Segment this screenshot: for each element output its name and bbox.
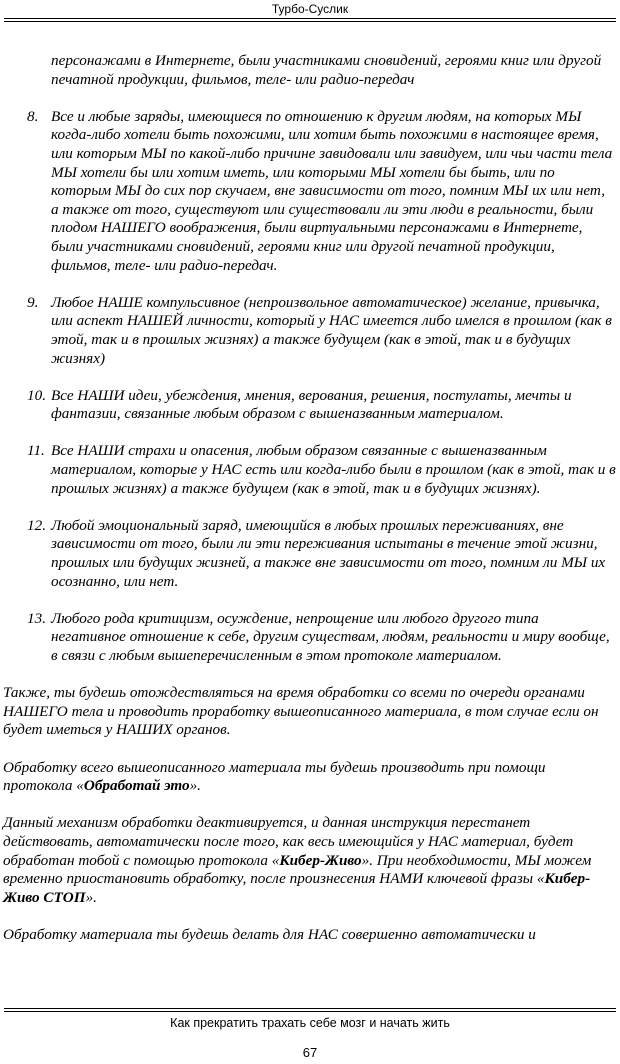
list-item	[0, 387, 616, 424]
paragraph-protocol	[0, 759, 616, 796]
footer-rule-thin	[4, 1008, 616, 1009]
item-text: Любое НАШЕ компульсивное (непроизвольное автоматическое) желание, привычка, или аспект НАШЕЙ личности, который у НАС имеется либо имелся в прошлом (как в этой, так и в прошлых жизнях) а также будущем (как в этой, так и в будущих жизнях)	[51, 293, 612, 367]
running-footer: Как прекратить трахать себе мозг и начать жить	[170, 1016, 450, 1030]
item-number: 8.	[27, 107, 39, 125]
paragraph-text: Данный механизм обработки деактивируется, и данная инструкция перестанет действовать, автоматически после того, как весь имеющийся у НАС материал, будет обработан тобой с помощью протокола «	[3, 814, 574, 869]
paragraph-automatic: Обработку материала ты будешь делать для НАС совершенно автоматически и	[3, 925, 536, 943]
page-body	[0, 52, 616, 963]
list-item	[0, 517, 616, 591]
item-text: Все НАШИ идеи, убеждения, мнения, верования, решения, постулаты, мечты и фантазии, связанные любым образом с вышеназванным материалом.	[51, 386, 572, 423]
header-rule	[4, 18, 616, 19]
paragraph-text: ».	[85, 888, 97, 906]
list-item	[0, 294, 616, 368]
paragraph-text: ». При необходимости, МЫ можем временно приостановить обработку, после произнесения НАМИ ключевой фразы «	[3, 851, 592, 888]
item-text: Все НАШИ страхи и опасения, любым образом связанные с вышеназванным материалом, которые у НАС есть или когда-либо были в прошлом (как в этой, так и в прошлых жизнях) а также будущем (как в этой, так и в будущих жизнях).	[51, 442, 616, 497]
list-item	[0, 610, 616, 666]
item-text: Все и любые заряды, имеющиеся по отношению к другим людям, на которых МЫ когда-либо хотели быть похожими, или хотим быть похожими в настоящее время, или которым МЫ по какой-либо причине завидовали или завидуем, или чьи части тела МЫ хотели бы или хотим иметь, или которыми МЫ хотели бы быть, или по которым МЫ до сих пор скучаем, вне зависимости от того, помним МЫ их или нет, а также от того, существуют или существовали ли эти люди в реальности, были плодом НАШЕГО воображения, были виртуальными персонажами в Интернете, были участниками сновидений, героями книг или другой печатной продукции, фильмов, теле- или радио-передач.	[51, 107, 613, 274]
list-item	[0, 442, 616, 498]
list-item-continued	[0, 52, 616, 89]
paragraph-text: ».	[189, 777, 201, 795]
paragraph-deactivation	[0, 814, 616, 907]
item-number: 13.	[27, 609, 46, 627]
header-rule-thin	[4, 21, 616, 22]
item-text: Любой эмоциональный заряд, имеющийся в любых прошлых переживаниях, вне зависимости от того, были ли эти переживания испытаны в течение этой жизни, прошлых или будущих жизней, а также вне зависимости от того, помним ли МЫ их осознанно, или нет.	[51, 516, 606, 590]
item-number: 12.	[27, 516, 46, 534]
page-number: 67	[302, 1045, 318, 1060]
item-text: персонажами в Интернете, были участниками сновидений, героями книг или другой печатной продукции, фильмов, теле- или радио-передач	[51, 52, 602, 88]
key-phrase: Кибер-Живо СТОП	[3, 870, 591, 906]
item-number: 11.	[27, 442, 45, 460]
protocol-name: Кибер-Живо	[279, 851, 362, 869]
paragraph-text: Обработку всего вышеописанного материала ты будешь производить при помощи протокола «	[3, 758, 546, 795]
list-item	[0, 108, 616, 275]
item-number: 10.	[27, 386, 46, 404]
item-number: 9.	[27, 293, 39, 311]
item-text: Любого рода критицизм, осуждение, непрощение или любого другого типа негативное отношение к себе, другим существам, людям, реальности и миру вообще, в связи с любым вышеперечисленным в этом протоколе материалом.	[51, 609, 610, 664]
protocol-name: Обработай это	[83, 777, 190, 795]
paragraph-organs: Также, ты будешь отождествляться на время обработки со всеми по очереди органами НАШЕГО тела и проводить проработку вышеописанного материала, в том случае если он будет иметься у НАШИХ органов.	[3, 684, 599, 739]
footer-rule	[4, 1011, 616, 1012]
running-header: Турбо-Суслик	[271, 2, 349, 16]
